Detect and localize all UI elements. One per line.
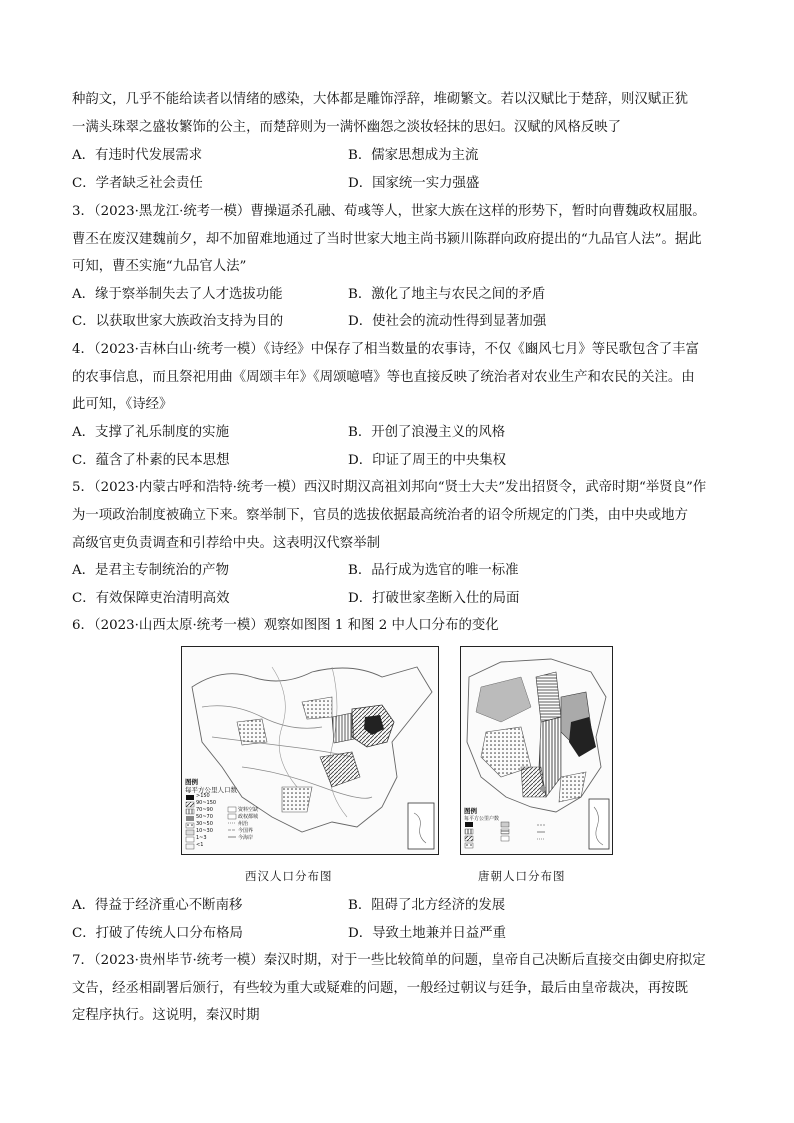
map2-legend-title: 图例	[464, 807, 477, 815]
map1-legend-symbol: 政权都城	[238, 814, 259, 820]
q6-text-line-1: 6．（2023·山西太原·统考一模）观察如图图 1 和图 2 中人口分布的变化	[72, 618, 499, 633]
q2-option-b[interactable]: B．儒家思想成为主流	[348, 148, 479, 163]
map1-legend-subtitle: 每平方公里人口数	[185, 786, 237, 794]
map1-legend-item: <1	[196, 842, 204, 848]
q2-option-d[interactable]: D．国家统一实力强盛	[348, 176, 480, 191]
q7-text-line-3: 定程序执行。这说明，秦汉时期	[72, 1008, 260, 1023]
q3-option-c[interactable]: C．以获取世家大族政治支持为目的	[72, 314, 284, 329]
map1-legend-symbol: 州治	[238, 821, 249, 827]
q4-option-c[interactable]: C．蕴含了朴素的民本思想	[72, 453, 230, 468]
map1-legend-item: 70~90	[196, 807, 213, 813]
map1-legend-symbol: 今国界	[238, 828, 254, 834]
q4-option-b[interactable]: B．开创了浪漫主义的风格	[348, 425, 506, 440]
map1-legend-item: 90~150	[196, 800, 217, 806]
map1-legend-item: 1~3	[196, 835, 207, 841]
q4-text-line-2: 的农事信息，而且祭祀用曲《周颂丰年》《周颂噫嘻》等也直接反映了统治者对农业生产和农民的关注。由	[72, 370, 695, 385]
map1-legend-title: 图例	[185, 778, 198, 786]
q5-option-c[interactable]: C．有效保障吏治清明高效	[72, 591, 230, 606]
q2-option-a[interactable]: A．有违时代发展需求	[72, 148, 203, 163]
q5-option-d[interactable]: D．打破世家垄断入仕的局面	[348, 591, 520, 606]
q2-option-c[interactable]: C．学者缺乏社会责任	[72, 176, 203, 191]
map1-caption: 西汉人口分布图	[245, 869, 333, 883]
q2-text-line-1: 种韵文，几乎不能给读者以情绪的感染，大体都是雕饰浮辞，堆砌繁文。若以汉赋比于楚辞，则汉赋正犹	[72, 92, 688, 107]
q3-option-a[interactable]: A．缘于察举制失去了人才选拔功能	[72, 287, 283, 302]
q4-text-line-1: 4．（2023·吉林白山·统考一模）《诗经》中保存了相当数量的农事诗，不仅《豳风七月》等民歌包含了丰富	[72, 342, 699, 357]
q6-option-c[interactable]: C．打破了传统人口分布格局	[72, 926, 243, 941]
q5-text-line-3: 高级官吏负责调查和引荐给中央。这表明汉代察举制	[72, 536, 380, 551]
q4-text-line-3: 此可知，《诗经》	[72, 397, 173, 412]
q5-text-line-1: 5．（2023·内蒙古呼和浩特·统考一模）西汉时期汉高祖刘邦向“贤士大夫”发出招贤令，武帝时期“举贤良”作	[72, 480, 707, 495]
q6-option-d[interactable]: D．导致土地兼并日益严重	[348, 926, 507, 941]
map1-legend-symbol: 资料空缺	[238, 807, 259, 813]
q3-text-line-1: 3．（2023·黑龙江·统考一模）曹操逼杀孔融、荀彧等人，世家大族在这样的形势下，暂时向曹魏政权屈服。	[72, 204, 706, 219]
map2-legend-subtitle: 每平方公里户数	[464, 816, 500, 822]
q4-option-a[interactable]: A．支撑了礼乐制度的实施	[72, 425, 229, 440]
q7-text-line-2: 文告，经丞相副署后颁行，有些较为重大或疑难的问题，一般经过朝议与廷争，最后由皇帝裁决，再按既	[72, 981, 688, 996]
map1-legend-item: 30~50	[196, 821, 213, 827]
map2-caption: 唐朝人口分布图	[478, 869, 566, 883]
q6-option-b[interactable]: B．阻碍了北方经济的发展	[348, 898, 506, 913]
q3-option-b[interactable]: B．激化了地主与农民之间的矛盾	[348, 287, 546, 302]
map1-legend-item: 50~70	[196, 814, 213, 820]
map1-legend-symbol: 今海岸	[238, 835, 254, 841]
map1-legend-item: 10~30	[196, 828, 213, 834]
q3-option-d[interactable]: D．使社会的流动性得到显著加强	[348, 314, 547, 329]
q5-option-b[interactable]: B．品行成为选官的唯一标准	[348, 563, 519, 578]
q3-text-line-3: 可知，曹丕实施“九品官人法”	[72, 259, 247, 274]
tang-population-map	[460, 646, 613, 855]
q5-text-line-2: 为一项政治制度被确立下来。察举制下，官员的选拔依据最高统治者的诏令所规定的门类，由中央或地方	[72, 508, 688, 523]
map1-legend-item: >150	[196, 793, 210, 799]
western-han-population-map	[181, 646, 439, 855]
q3-text-line-2: 曹丕在废汉建魏前夕，却不加留难地通过了当时世家大地主尚书颍川陈群向政府提出的“九品官人法”。据此	[72, 232, 702, 247]
q6-option-a[interactable]: A．得益于经济重心不断南移	[72, 898, 243, 913]
q4-option-d[interactable]: D．印证了周王的中央集权	[348, 453, 507, 468]
q2-text-line-2: 一满头珠翠之盛妆繁饰的公主，而楚辞则为一满怀幽怨之淡妆轻抹的思妇。汉赋的风格反映了	[72, 120, 622, 135]
q5-option-a[interactable]: A．是君主专制统治的产物	[72, 563, 229, 578]
q7-text-line-1: 7．（2023·贵州毕节·统考一模）秦汉时期，对于一些比较简单的问题，皇帝自己决断后直接交由御史府拟定	[72, 953, 706, 968]
